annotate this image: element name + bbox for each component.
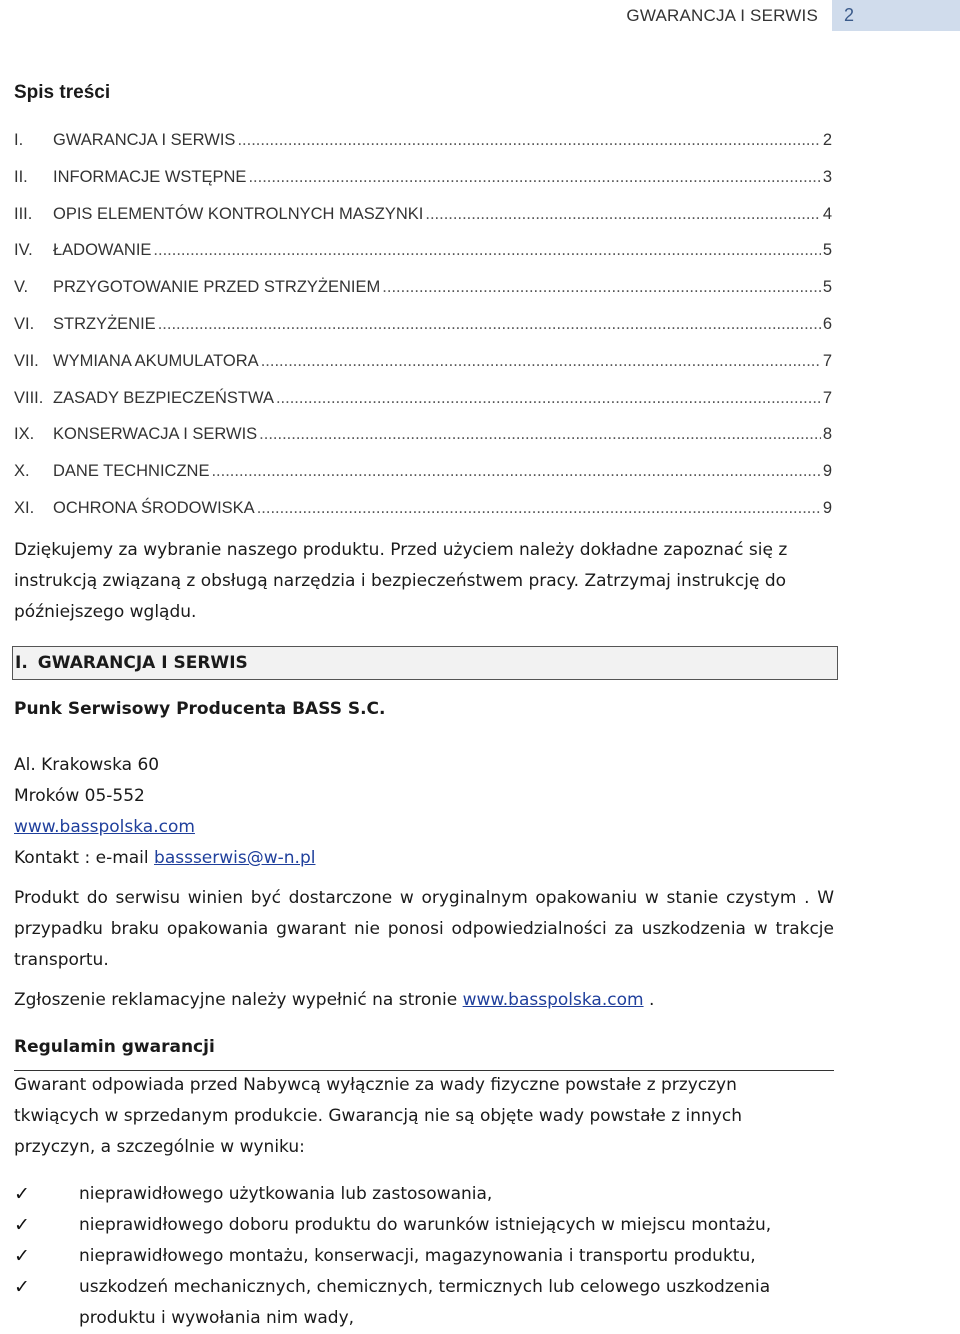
toc-item-page: 4 — [822, 204, 832, 223]
list-item-text: uszkodzeń mechanicznych, chemicznych, termicznych lub celowego uszkodzenia produktu i wywołania nim wady, — [79, 1277, 771, 1328]
toc-item-page: 7 — [822, 351, 832, 370]
toc-item-text: INFORMACJE WSTĘPNE — [53, 167, 247, 186]
toc-leader-dots — [257, 499, 821, 518]
toc-item-number: X. — [14, 462, 30, 481]
list-item — [14, 1272, 834, 1334]
table-of-contents — [14, 131, 832, 536]
checkmark-icon: ✓ — [14, 1183, 30, 1205]
toc-item-text: ZASADY BEZPIECZEŃSTWA — [53, 388, 274, 407]
complaint-website-link[interactable]: www.basspolska.com — [462, 990, 644, 1010]
section-title: GWARANCJA I SERWIS — [37, 653, 248, 673]
toc-item-text: OCHRONA ŚRODOWISKA — [53, 498, 255, 517]
checkmark-icon: ✓ — [14, 1214, 30, 1236]
header-page-number: 2 — [832, 0, 960, 31]
toc-item-text: WYMIANA AKUMULATORA — [53, 351, 259, 370]
packaging-paragraph: Produkt do serwisu winien być dostarczone w oryginalnym opakowaniu w stanie czystym . W przypadku braku opakowania gwarant nie ponosi odpowiedzialności za uszkodzenia w trakcje transportu. — [14, 888, 834, 970]
header-title: GWARANCJA I SERWIS — [626, 5, 818, 25]
toc-item-2[interactable] — [14, 168, 832, 205]
toc-leader-dots — [261, 352, 821, 371]
warranty-terms-title: Regulamin gwarancji — [14, 1037, 215, 1057]
toc-item-page: 5 — [822, 241, 832, 260]
email-link[interactable]: bassserwis@w-n.pl — [154, 848, 316, 868]
toc-item-3[interactable] — [14, 205, 832, 242]
list-item — [14, 1241, 834, 1272]
toc-item-text: DANE TECHNICZNE — [53, 462, 210, 481]
contact-label: Kontakt : e-mail — [14, 848, 155, 868]
toc-item-9[interactable] — [14, 425, 832, 462]
address-city: Mroków 05-552 — [14, 786, 145, 806]
toc-leader-dots — [153, 241, 820, 260]
toc-item-text: KONSERWACJA I SERWIS — [53, 425, 258, 444]
section-number: I. — [15, 653, 28, 673]
toc-item-number: IX. — [14, 425, 35, 444]
toc-item-number: II. — [14, 167, 28, 186]
list-item-text: nieprawidłowego doboru produktu do warunków istniejących w miejscu montażu, — [79, 1215, 772, 1235]
toc-item-number: VIII. — [14, 388, 44, 407]
page-header — [626, 0, 960, 31]
checkmark-icon: ✓ — [14, 1276, 30, 1298]
list-item-text: nieprawidłowego użytkowania lub zastosowania, — [79, 1184, 493, 1204]
toc-item-7[interactable] — [14, 352, 832, 389]
toc-item-text: GWARANCJA I SERWIS — [53, 131, 236, 149]
toc-item-4[interactable] — [14, 241, 832, 278]
toc-item-page: 9 — [822, 498, 832, 517]
address-street: Al. Krakowska 60 — [14, 755, 160, 775]
checkmark-icon: ✓ — [14, 1245, 30, 1267]
toc-item-11[interactable] — [14, 499, 832, 536]
toc-leader-dots — [259, 425, 821, 444]
toc-leader-dots — [382, 278, 821, 297]
toc-leader-dots — [425, 205, 820, 224]
toc-leader-dots — [211, 462, 820, 481]
toc-item-5[interactable] — [14, 278, 832, 315]
toc-leader-dots — [158, 315, 821, 334]
toc-item-6[interactable] — [14, 315, 832, 352]
toc-item-text: STRZYŻENIE — [53, 314, 156, 333]
toc-item-text: ŁADOWANIE — [53, 241, 152, 260]
complaint-text: Zgłoszenie reklamacyjne należy wypełnić na stronie — [14, 990, 463, 1010]
toc-item-page: 7 — [822, 388, 832, 407]
toc-leader-dots — [276, 389, 821, 408]
toc-title: Spis treści — [14, 82, 111, 103]
toc-item-page: 5 — [822, 278, 832, 297]
list-item-text: nieprawidłowego montażu, konserwacji, magazynowania i transportu produktu, — [79, 1246, 756, 1266]
toc-item-number: VI. — [14, 314, 35, 333]
toc-item-number: III. — [14, 204, 33, 223]
toc-item-text: OPIS ELEMENTÓW KONTROLNYCH MASZYNKI — [53, 204, 424, 223]
toc-leader-dots — [237, 131, 820, 150]
warranty-terms-paragraph: Gwarant odpowiada przed Nabywcą wyłącznie za wady fizyczne powstałe z przyczyn tkwiących w sprzedanym produkcie. Gwarancją nie są objęte wady powstałe z innych przyczyn, a szczególnie w wyniku: — [14, 1075, 742, 1157]
exclusions-list — [14, 1179, 834, 1334]
toc-item-number: I. — [14, 131, 24, 149]
list-item — [14, 1210, 834, 1241]
intro-paragraph: Dziękujemy za wybranie naszego produktu. Przed użyciem należy dokładne zapoznać się z instrukcją związaną z obsługą narzędzia i bezpieczeństwem pracy. Zatrzymaj instrukcję do późniejszego wglądu. — [14, 540, 788, 622]
section-heading — [12, 646, 838, 680]
toc-item-number: IV. — [14, 241, 33, 260]
toc-item-number: XI. — [14, 498, 35, 517]
toc-item-1[interactable] — [14, 131, 832, 168]
toc-item-page: 9 — [822, 462, 832, 481]
toc-item-page: 8 — [822, 425, 832, 444]
toc-item-page: 2 — [822, 131, 832, 149]
toc-leader-dots — [248, 168, 820, 187]
toc-item-text: PRZYGOTOWANIE PRZED STRZYŻENIEM — [53, 278, 381, 297]
toc-item-8[interactable] — [14, 389, 832, 426]
service-name: Punk Serwisowy Producenta BASS S.C. — [14, 699, 386, 719]
service-address — [14, 750, 315, 874]
contact-line — [14, 843, 315, 874]
toc-item-10[interactable] — [14, 462, 832, 499]
complaint-paragraph — [14, 985, 834, 1016]
toc-item-number: VII. — [14, 351, 39, 370]
toc-item-page: 6 — [822, 314, 832, 333]
list-item — [14, 1179, 834, 1210]
toc-item-number: V. — [14, 278, 29, 297]
toc-item-page: 3 — [822, 167, 832, 186]
website-link[interactable]: www.basspolska.com — [14, 817, 195, 837]
complaint-text-end: . — [643, 990, 655, 1010]
